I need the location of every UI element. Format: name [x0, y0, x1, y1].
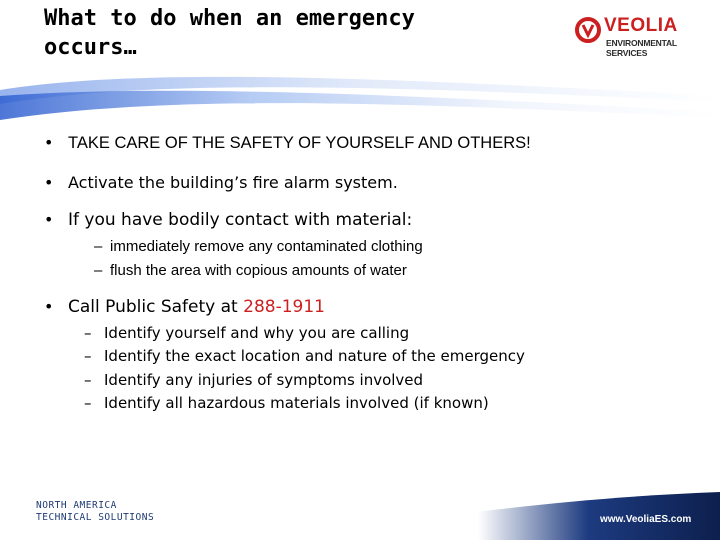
sub-item-remove-clothing	[94, 238, 423, 255]
slide-title-line2: occurs…	[44, 35, 137, 60]
sub-item-text: Identify the exact location and nature of the emergency	[104, 347, 525, 365]
bullet-bodily-contact-text: If you have bodily contact with material:	[68, 210, 413, 230]
bullet-dot: •	[44, 173, 54, 192]
header-swoosh	[0, 62, 720, 126]
bullet-safety	[44, 133, 531, 153]
sub-dash: –	[84, 324, 92, 342]
sub-item-identify-injuries	[84, 371, 423, 389]
sub-item-text: immediately remove any contaminated clothing	[110, 238, 423, 255]
sub-dash: –	[84, 371, 92, 389]
sub-item-flush-area	[94, 262, 407, 279]
sub-item-identify-yourself	[84, 324, 409, 342]
logo-subtitle-line1: ENVIRONMENTAL	[606, 38, 677, 48]
bullet-fire-alarm-text: Activate the building’s fire alarm system.	[68, 173, 398, 192]
logo-subtitle	[606, 38, 677, 58]
bullet-dot: •	[44, 133, 54, 152]
veolia-logo-icon	[574, 16, 602, 44]
sub-dash: –	[94, 238, 103, 255]
sub-item-identify-materials	[84, 394, 489, 412]
sub-item-text: Identify yourself and why you are calling	[104, 324, 410, 342]
sub-item-text: flush the area with copious amounts of water	[110, 262, 407, 279]
sub-item-text: Identify any injuries of symptoms involved	[104, 371, 424, 389]
public-safety-phone: 288-1911	[243, 297, 325, 317]
footer-website: www.VeoliaES.com	[600, 514, 692, 525]
sub-dash: –	[84, 394, 92, 412]
bullet-dot: •	[44, 297, 54, 316]
veolia-logo	[574, 14, 704, 62]
bullet-safety-text: TAKE CARE OF THE SAFETY OF YOURSELF AND OTHERS!	[68, 134, 531, 152]
logo-wordmark: VEOLIA	[604, 15, 678, 36]
logo-subtitle-line2: SERVICES	[606, 48, 648, 58]
bullet-call-text: Call Public Safety at	[68, 297, 244, 317]
slide-title	[44, 4, 524, 62]
slide-title-line1: What to do when an emergency	[44, 6, 415, 31]
bullet-bodily-contact	[44, 210, 412, 230]
footer-division-line1: NORTH AMERICA	[36, 500, 117, 511]
sub-dash: –	[94, 262, 103, 279]
bullet-fire-alarm	[44, 173, 398, 192]
footer-division-line2: TECHNICAL SOLUTIONS	[36, 512, 155, 523]
bullet-dot: •	[44, 210, 54, 229]
sub-item-text: Identify all hazardous materials involved (if known)	[104, 394, 489, 412]
sub-dash: –	[84, 347, 92, 365]
bullet-call-public-safety	[44, 297, 325, 317]
sub-item-identify-location	[84, 347, 525, 365]
footer-division	[36, 500, 154, 524]
